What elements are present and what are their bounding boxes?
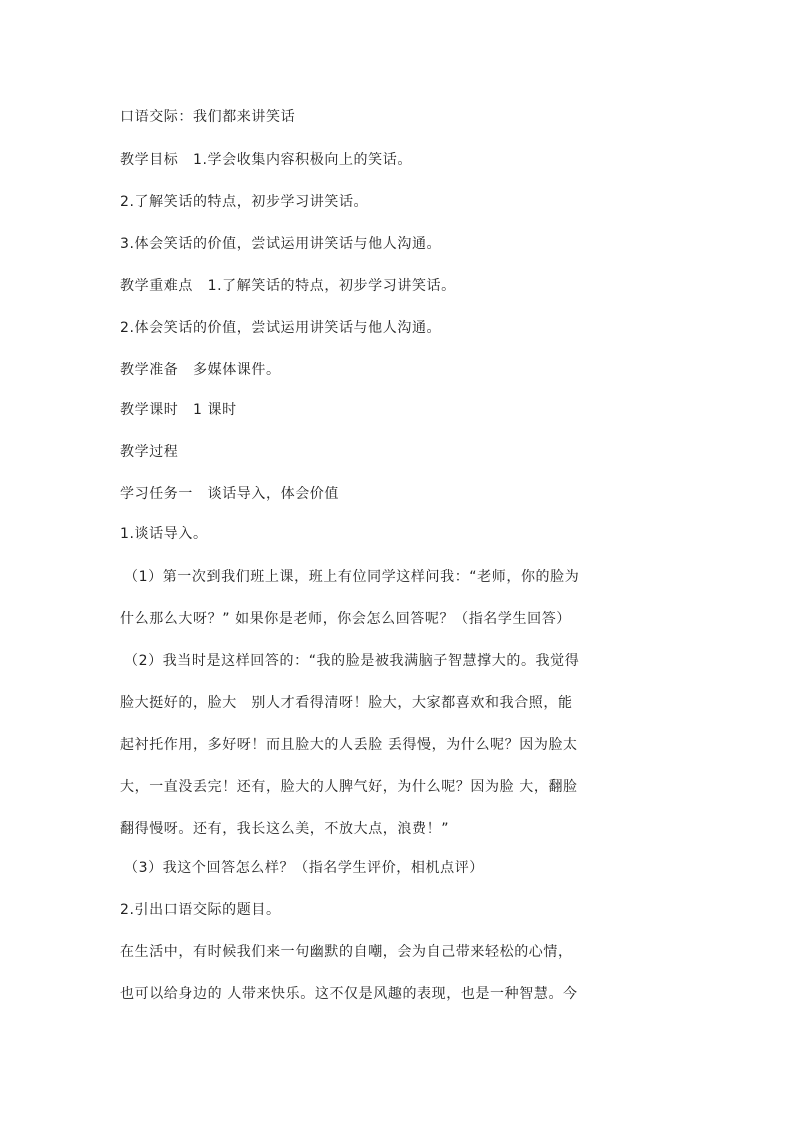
step-1-heading: 1.谈话导入。 — [120, 526, 208, 542]
key-points-line-1: 教学重难点 1.了解笑话的特点，初步学习讲笑话。 — [120, 278, 456, 294]
paragraph-line: 翻得慢呀。还有，我长这么美，不放大点，浪费！” — [120, 821, 450, 837]
objective-line-2: 2.了解笑话的特点，初步学习讲笑话。 — [120, 194, 369, 210]
lesson-title: 口语交际：我们都来讲笑话 — [120, 109, 296, 125]
paragraph-line: 也可以给身边的 人带来快乐。这不仅是风趣的表现，也是一种智慧。今 — [120, 986, 578, 1002]
paragraph-line: 脸大挺好的，脸大 别人才看得清呀！脸大，大家都喜欢和我合照，能 — [120, 695, 573, 711]
preparation-line: 教学准备 多媒体课件。 — [120, 362, 281, 378]
paragraph-line: （1）第一次到我们班上课，班上有位同学这样问我：“老师，你的脸为 — [124, 569, 580, 585]
objective-line-3: 3.体会笑话的价值，尝试运用讲笑话与他人沟通。 — [120, 236, 442, 252]
paragraph-line: 什么那么大呀？” 如果你是老师，你会怎么回答呢？（指名学生回答） — [120, 611, 571, 627]
paragraph-line: 在生活中，有时候我们来一句幽默的自嘲，会为自己带来轻松的心情， — [120, 944, 573, 960]
objective-line-1: 教学目标 1.学会收集内容积极向上的笑话。 — [120, 152, 412, 168]
process-heading: 教学过程 — [120, 444, 179, 460]
paragraph-line: （3）我这个回答怎么样？（指名学生评价，相机点评） — [124, 860, 484, 876]
paragraph-line: 大，一直没丢完！还有，脸大的人脾气好，为什么呢？因为脸 大，翻脸 — [120, 779, 578, 795]
class-hours-line: 教学课时 1 课时 — [120, 402, 237, 418]
task-one-heading: 学习任务一 谈话导入，体会价值 — [120, 486, 339, 502]
paragraph-line: 起衬托作用，多好呀！而且脸大的人丢脸 丢得慢，为什么呢？因为脸太 — [120, 737, 578, 753]
step-2-heading: 2.引出口语交际的题目。 — [120, 902, 281, 918]
paragraph-line: （2）我当时是这样回答的：“我的脸是被我满脑子智慧撑大的。我觉得 — [124, 653, 580, 669]
key-points-line-2: 2.体会笑话的价值，尝试运用讲笑话与他人沟通。 — [120, 320, 442, 336]
